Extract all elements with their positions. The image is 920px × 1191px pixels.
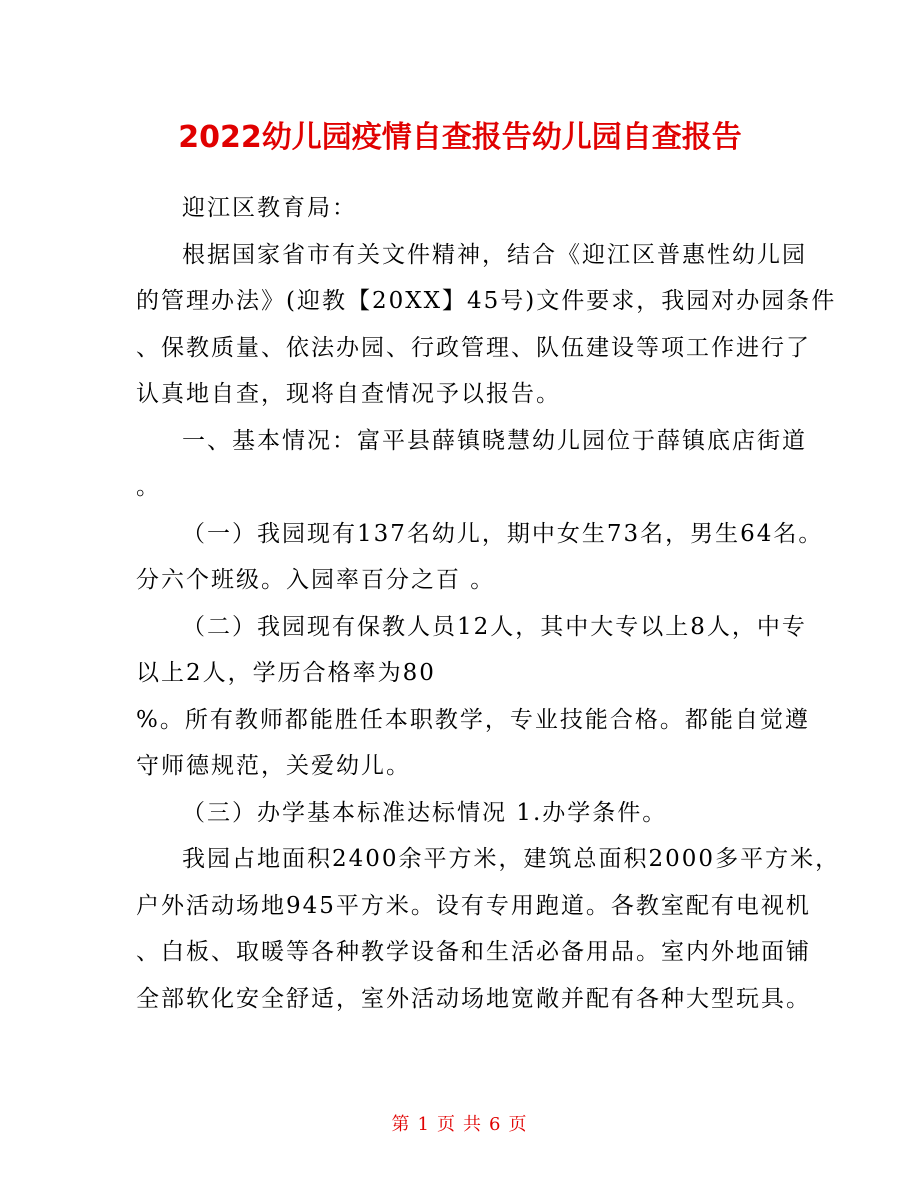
paragraph-line: 守师德规范，关爱幼儿。	[136, 753, 411, 779]
paragraph-line: 。	[136, 474, 161, 500]
paragraph-line: 、白板、取暖等各种教学设备和生活必备用品。室内外地面铺	[136, 939, 811, 965]
footer-suffix: 页	[508, 1114, 529, 1135]
document-body	[136, 185, 841, 1022]
footer-total-word: 共	[463, 1114, 483, 1135]
paragraph-line: 全部软化安全舒适，室外活动场地宽敞并配有各种大型玩具。	[136, 985, 811, 1012]
paragraph-line: 认真地自查，现将自查情况予以报告。	[136, 381, 561, 407]
footer-total-pages: 6	[489, 1114, 503, 1135]
paragraph-line: 的管理办法》(迎教【20XX】45号)文件要求，我园对办园条件	[136, 288, 837, 314]
paragraph-line: （三）办学基本标准达标情况 1.办学条件。	[182, 799, 668, 826]
paragraph-line: （二）我园现有保教人员12人，其中大专以上8人，中专	[182, 613, 807, 640]
paragraph-line: 我园占地面积2400余平方米，建筑总面积2000多平方米，	[182, 846, 841, 872]
paragraph-line: 一、基本情况：富平县薛镇晓慧幼儿园位于薛镇底店街道	[182, 427, 807, 454]
paragraph-line: 迎江区教育局：	[182, 195, 357, 221]
document-title: 2022幼儿园疫情自查报告幼儿园自查报告	[178, 120, 742, 155]
paragraph-line: 、保教质量、依法办园、行政管理、队伍建设等项工作进行了	[136, 334, 811, 361]
footer-prefix: 第	[391, 1114, 412, 1135]
paragraph-line: 户外活动场地945平方米。设有专用跑道。各教室配有电视机	[136, 892, 811, 919]
paragraph-line: 根据国家省市有关文件精神，结合《迎江区普惠性幼儿园	[182, 241, 807, 268]
paragraph-line: %。所有教师都能胜任本职教学，专业技能合格。都能自觉遵	[136, 706, 810, 733]
page-footer	[0, 1110, 920, 1140]
footer-page-number: 1	[417, 1114, 431, 1135]
footer-page-word: 页	[437, 1114, 457, 1135]
paragraph-line: 分六个班级。入园率百分之百 。	[136, 567, 496, 593]
paragraph-line: （一）我园现有137名幼儿，期中女生73名，男生64名。	[182, 520, 824, 547]
paragraph-line: 以上2人，学历合格率为80	[136, 660, 436, 686]
